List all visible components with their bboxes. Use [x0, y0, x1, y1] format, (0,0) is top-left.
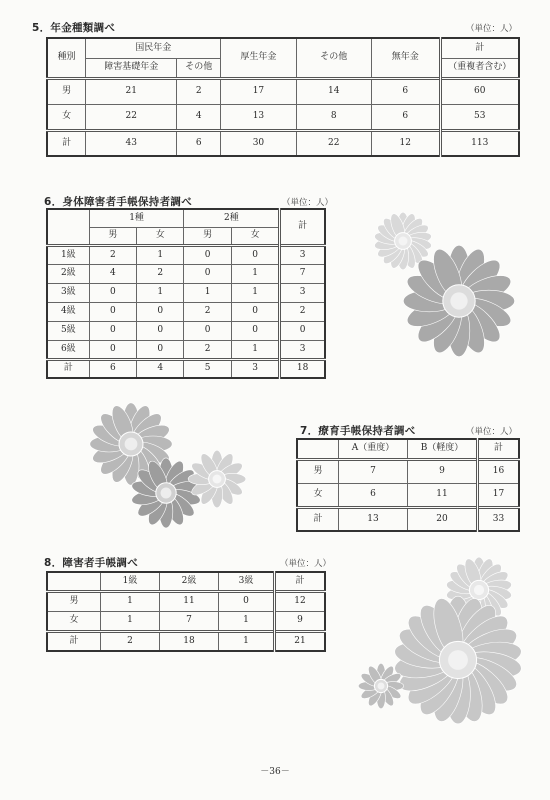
flower-large-top — [403, 245, 514, 356]
header-grade2: 2級 — [160, 572, 219, 591]
table-row: 男 1 11 0 12 — [47, 591, 325, 611]
header-total: 計 — [440, 38, 519, 58]
header-grade3: 3級 — [219, 572, 275, 591]
header-grade1: 1級 — [101, 572, 160, 591]
header-total: 計 — [275, 572, 326, 591]
section5-unit: （単位：人） — [466, 24, 518, 34]
header-no-pension: 無年金 — [371, 38, 440, 78]
header-other-pension: その他 — [296, 38, 371, 78]
table-row: 計 13 20 33 — [297, 507, 519, 531]
header-other: その他 — [177, 58, 221, 78]
table-row: 男 21 2 17 14 6 60 — [47, 78, 519, 104]
table-row: 1級 2 1 0 0 3 — [47, 245, 325, 264]
header-total: 計 — [280, 209, 325, 245]
header-b-mild: B（軽度） — [408, 439, 478, 459]
page-number: －36－ — [260, 767, 290, 777]
header-kind: 種別 — [47, 38, 86, 78]
pension-table — [46, 37, 520, 157]
section8-unit: （単位：人） — [280, 559, 332, 569]
physical-disability-table — [46, 208, 326, 379]
header-total-note: （重複者含む） — [440, 58, 519, 78]
header-male: 男 — [184, 227, 231, 245]
header-disability-basic: 障害基礎年金 — [86, 58, 177, 78]
header-female: 女 — [231, 227, 279, 245]
table-row: 2級 4 2 0 1 7 — [47, 264, 325, 283]
header-female: 女 — [137, 227, 184, 245]
section6-title: 6．身体障害者手帳保持者調べ — [44, 196, 193, 208]
table-row: 4級 0 0 2 0 2 — [47, 302, 325, 321]
table-row: 女 22 4 13 8 6 53 — [47, 104, 519, 130]
corner-cell — [297, 439, 339, 459]
section5-title: 5．年金種類調べ — [32, 22, 116, 34]
table-row: 5級 0 0 0 0 0 — [47, 321, 325, 340]
table-row: 6級 0 0 2 1 3 — [47, 340, 325, 359]
section6-unit: （単位：人） — [282, 198, 334, 208]
table-row: 女 6 11 17 — [297, 483, 519, 507]
table-row: 女 1 7 1 9 — [47, 611, 325, 631]
corner-cell — [47, 209, 89, 245]
table-row: 計 6 4 5 3 18 — [47, 359, 325, 378]
rehab-handbook-table — [296, 438, 520, 532]
corner-cell — [47, 572, 101, 591]
table-row: 3級 0 1 1 1 3 — [47, 283, 325, 302]
disability-handbook-table — [46, 571, 326, 652]
header-male: 男 — [89, 227, 136, 245]
flower-right-large — [393, 595, 523, 725]
header-a-severe: A（重度） — [339, 439, 408, 459]
table-row: 計 43 6 30 22 12 113 — [47, 130, 519, 156]
header-total: 計 — [478, 439, 520, 459]
header-national-pension: 国民年金 — [86, 38, 221, 58]
section8-title: 8．障害者手帳調べ — [44, 557, 139, 569]
header-type1: 1種 — [89, 209, 184, 227]
section7-unit: （単位：人） — [466, 427, 518, 437]
header-welfare-pension: 厚生年金 — [221, 38, 296, 78]
table-row: 計 2 18 1 21 — [47, 631, 325, 651]
header-type2: 2種 — [184, 209, 280, 227]
section7-title: 7．療育手帳保持者調べ — [300, 425, 416, 437]
table-row: 男 7 9 16 — [297, 459, 519, 483]
